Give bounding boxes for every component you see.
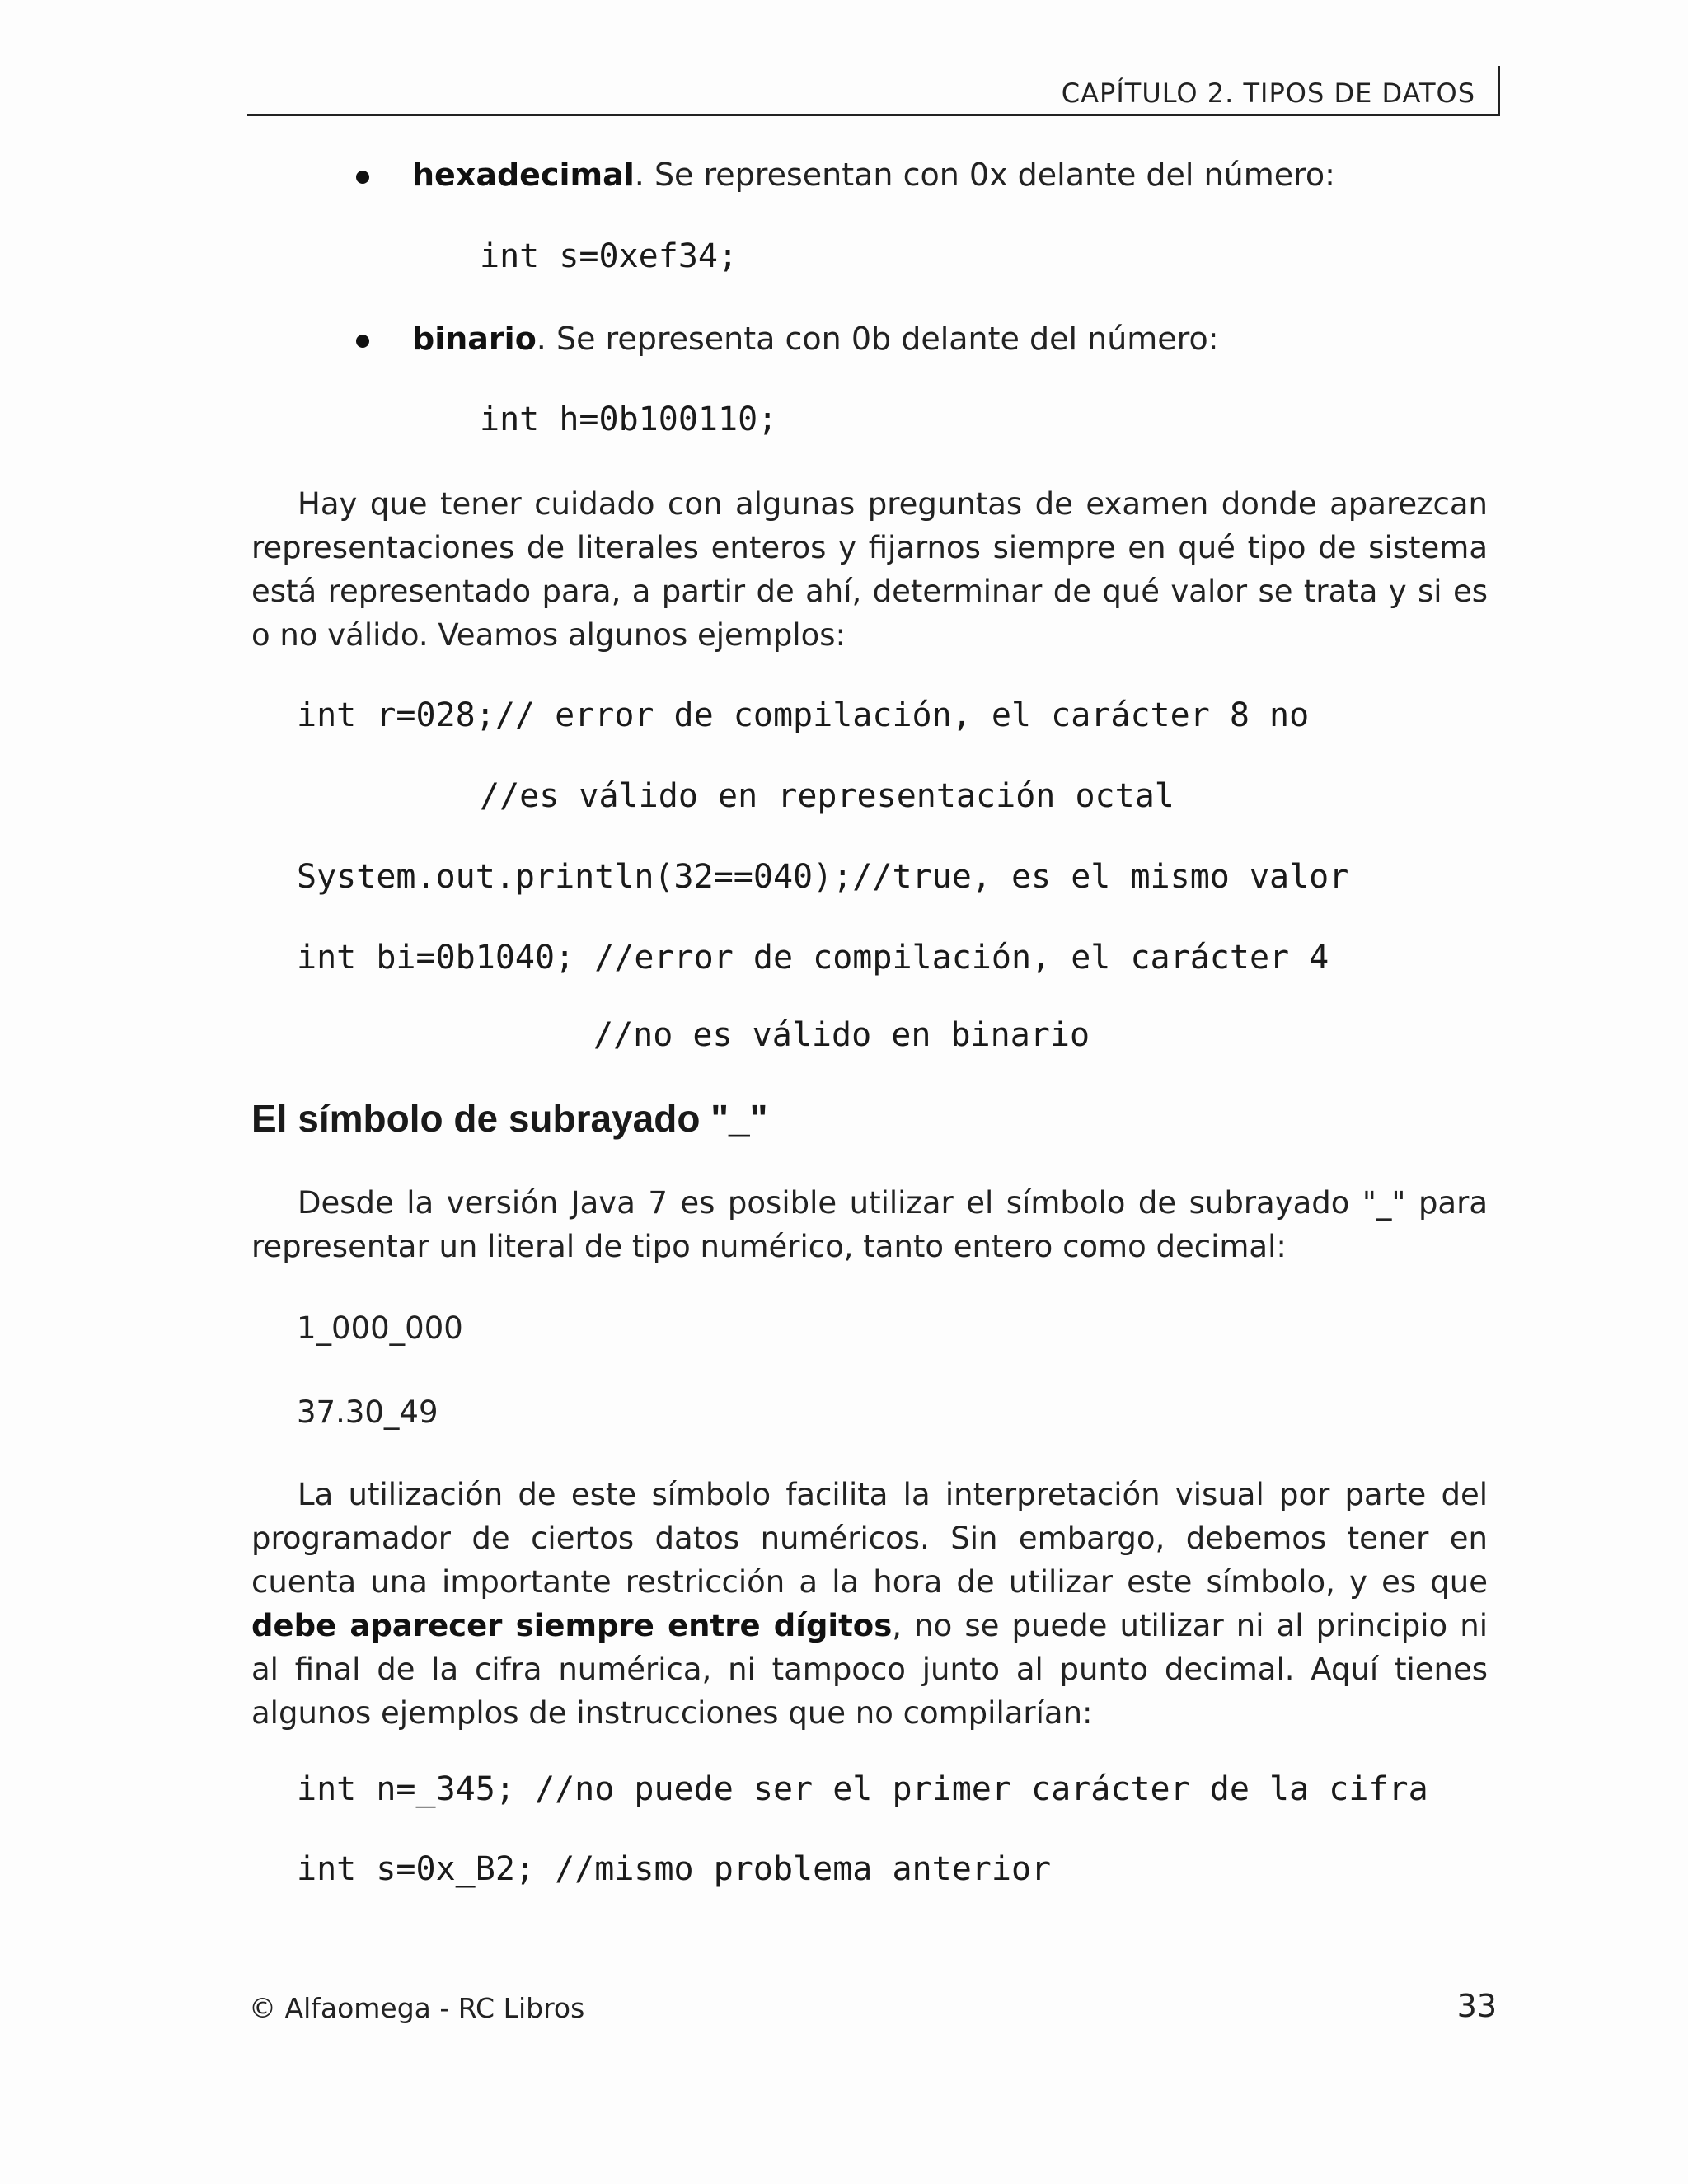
paragraph: La utilización de este símbolo facilita la interpretación visual por parte del programador de ciertos datos numéricos. Sin embargo, debemos tener en cuenta una importante restricción a la hora de utilizar este símbolo, y es que debe aparecer siempre entre dígitos, no se puede utilizar ni al principio ni al final de la cifra numérica, ni tampoco junto al punto decimal. Aquí tienes algunos ejemplos de instrucciones que no compilarían:: [251, 1477, 1488, 1731]
code-line: int bi=0b1040; //error de compilación, el carácter 4: [297, 939, 1329, 977]
footer-publisher: © Alfaomega - RC Libros: [249, 1992, 585, 2024]
code-line: int s=0xef34;: [480, 237, 738, 275]
header-vertical-rule: [1498, 66, 1500, 114]
bullet-item-hexadecimal: [412, 157, 1335, 193]
running-header-title: CAPÍTULO 2. TIPOS DE DATOS: [1061, 77, 1475, 109]
code-line: int h=0b100110;: [480, 401, 778, 438]
code-line: //no es válido en binario: [593, 1016, 1090, 1054]
paragraph: Desde la versión Java 7 es posible utilizar el símbolo de subrayado "_" para representar un literal de tipo numérico, tanto entero como decimal:: [251, 1185, 1488, 1264]
running-header: [247, 66, 1500, 116]
code-line: int s=0x_B2; //mismo problema anterior: [297, 1850, 1052, 1888]
bullet-text: . Se representan con 0x delante del número:: [634, 157, 1335, 193]
bullet-text: . Se representa con 0b delante del número:: [536, 321, 1219, 357]
page-number: 33: [1456, 1988, 1497, 2024]
code-line: //es válido en representación octal: [480, 777, 1175, 815]
number-example: 1_000_000: [297, 1310, 463, 1346]
bullet-term: binario: [412, 321, 537, 357]
bullet-item-binario: [412, 321, 1219, 357]
section-heading: El símbolo de subrayado "_": [251, 1097, 768, 1140]
code-line: int r=028;// error de compilación, el carácter 8 no: [297, 696, 1310, 734]
paragraph: Hay que tener cuidado con algunas preguntas de examen donde aparezcan representaciones de literales enteros y fijarnos siempre en qué tipo de sistema está representado para, a partir de ahí, determinar de qué valor se trata y si es o no válido. Veamos algunos ejemplos:: [251, 486, 1488, 653]
code-line: System.out.println(32==040);//true, es el mismo valor: [297, 858, 1349, 896]
bullet-icon: [356, 335, 369, 348]
bullet-term: hexadecimal: [412, 157, 635, 193]
bullet-icon: [356, 171, 369, 184]
emphasis: debe aparecer siempre entre dígitos: [251, 1608, 893, 1643]
code-line: int n=_345; //no puede ser el primer carácter de la cifra: [297, 1770, 1428, 1808]
number-example: 37.30_49: [297, 1394, 438, 1430]
